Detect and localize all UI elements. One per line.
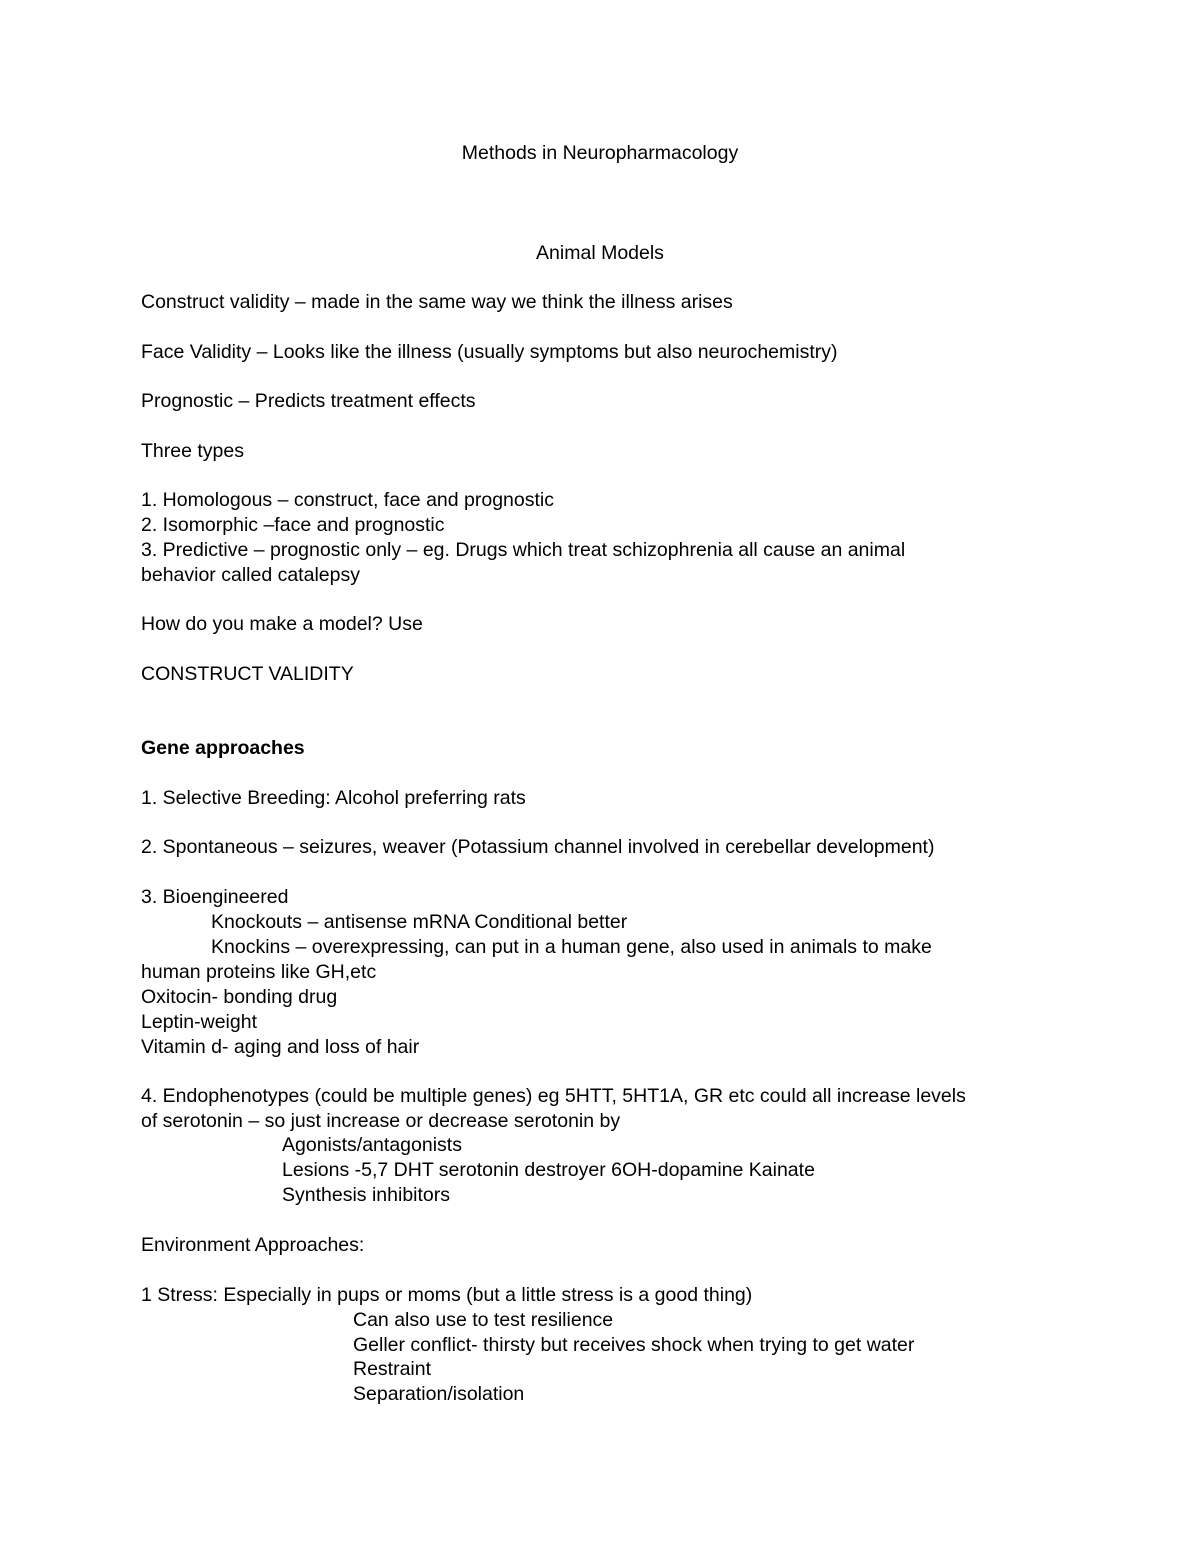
construct-validity-line: Construct validity – made in the same way we think the illness arises bbox=[141, 291, 733, 313]
gene-approaches-heading: Gene approaches bbox=[141, 737, 305, 759]
list-item: 3. Bioengineered bbox=[141, 886, 289, 908]
sub-item: Agonists/antagonists bbox=[282, 1134, 462, 1156]
three-types-heading: Three types bbox=[141, 440, 244, 462]
environment-approaches-heading: Environment Approaches: bbox=[141, 1234, 365, 1256]
note-line: Leptin-weight bbox=[141, 1011, 257, 1033]
sub-item: Separation/isolation bbox=[353, 1383, 525, 1405]
list-item: 4. Endophenotypes (could be multiple genes) eg 5HTT, 5HT1A, GR etc could all increase levels bbox=[141, 1085, 966, 1107]
sub-item: Knockouts – antisense mRNA Conditional better bbox=[211, 911, 628, 933]
note-line: Vitamin d- aging and loss of hair bbox=[141, 1036, 420, 1058]
sub-item: Restraint bbox=[353, 1358, 432, 1380]
list-item: 1. Selective Breeding: Alcohol preferring rats bbox=[141, 787, 526, 809]
prognostic-line: Prognostic – Predicts treatment effects bbox=[141, 390, 476, 412]
how-model-line: How do you make a model? Use bbox=[141, 613, 423, 635]
list-item: 2. Spontaneous – seizures, weaver (Potassium channel involved in cerebellar development) bbox=[141, 836, 935, 858]
section-heading-animal-models: Animal Models bbox=[536, 242, 664, 264]
construct-validity-caps: CONSTRUCT VALIDITY bbox=[141, 663, 354, 685]
note-line: Oxitocin- bonding drug bbox=[141, 986, 338, 1008]
sub-item-continuation: human proteins like GH,etc bbox=[141, 961, 377, 983]
sub-item: Geller conflict- thirsty but receives shock when trying to get water bbox=[353, 1334, 915, 1356]
document-title: Methods in Neuropharmacology bbox=[461, 142, 739, 164]
list-item-continuation: of serotonin – so just increase or decrease serotonin by bbox=[141, 1110, 621, 1132]
face-validity-line: Face Validity – Looks like the illness (usually symptoms but also neurochemistry) bbox=[141, 341, 838, 363]
list-item-continuation: behavior called catalepsy bbox=[141, 564, 360, 586]
list-item: 1 Stress: Especially in pups or moms (but a little stress is a good thing) bbox=[141, 1284, 753, 1306]
list-item: 1. Homologous – construct, face and prognostic bbox=[141, 489, 554, 511]
sub-item: Can also use to test resilience bbox=[353, 1309, 614, 1331]
list-item: 3. Predictive – prognostic only – eg. Drugs which treat schizophrenia all cause an animal bbox=[141, 539, 906, 561]
sub-item: Synthesis inhibitors bbox=[282, 1184, 450, 1206]
list-item: 2. Isomorphic –face and prognostic bbox=[141, 514, 445, 536]
sub-item: Lesions -5,7 DHT serotonin destroyer 6OH-dopamine Kainate bbox=[282, 1159, 815, 1181]
sub-item: Knockins – overexpressing, can put in a human gene, also used in animals to make bbox=[211, 936, 932, 958]
